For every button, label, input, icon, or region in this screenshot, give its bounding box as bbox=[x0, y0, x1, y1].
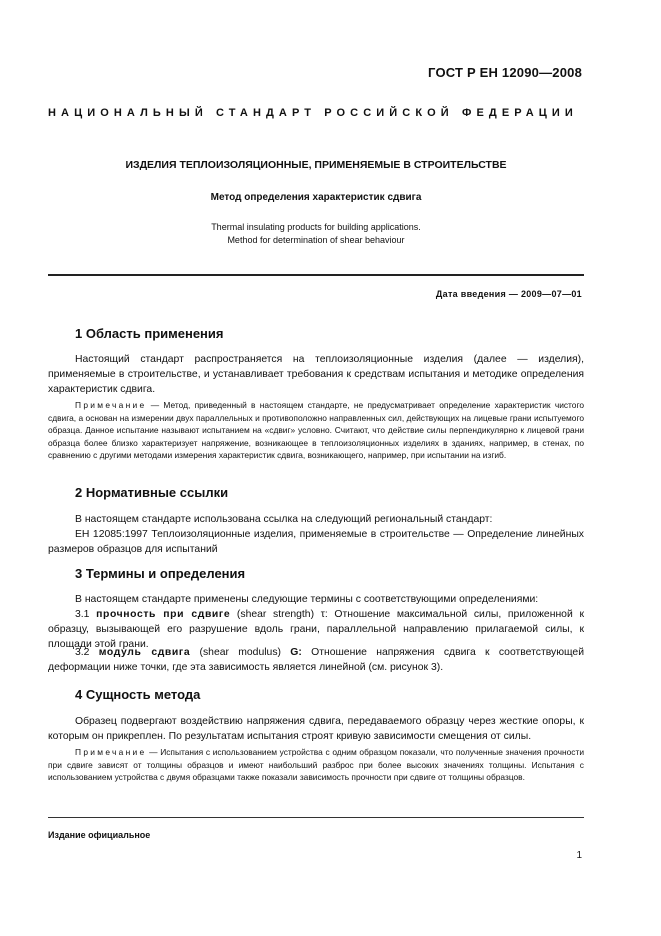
document-title: ИЗДЕЛИЯ ТЕПЛОИЗОЛЯЦИОННЫЕ, ПРИМЕНЯЕМЫЕ В СТРОИТЕЛЬСТВЕ bbox=[125, 159, 507, 171]
term-name: прочность при сдвиге bbox=[96, 609, 231, 620]
term-number: 3.2 bbox=[75, 647, 99, 658]
english-title-line-2: Method for determination of shear behaviour bbox=[227, 235, 405, 245]
term-3-2 bbox=[48, 645, 584, 675]
section-4-paragraph: Образец подвергают воздействию напряжения сдвига, передаваемого образцу через жесткие опоры, к которым он прикреплен. По результатам испытания строят кривую зависимости смещения от силы. bbox=[48, 716, 584, 742]
section-2-paragraph-1: В настоящем стандарте использована ссылка на следующий региональный стандарт: bbox=[75, 514, 493, 525]
section-1-paragraph: Настоящий стандарт распространяется на теплоизоляционные изделия (далее — изделия), применяемые в строительстве, и устанавливает требования к средствам испытания и методике определения характеристик сдвига. bbox=[48, 354, 584, 395]
section-3-paragraph: В настоящем стандарте применены следующие термины с соответствующими определениями: bbox=[75, 594, 539, 605]
introduction-date: Дата введения — 2009—07—01 bbox=[435, 289, 582, 299]
section-4-heading: 4 Сущность метода bbox=[75, 687, 201, 702]
term-definition: (shear strength) τ: Отношение максимальной силы, приложенной к образцу, вызывающей его разрушение вдоль грани, параллельной направлению прилагаемой силы, к площади этой грани. bbox=[48, 609, 584, 650]
term-symbol: G: bbox=[290, 647, 302, 658]
section-4-note bbox=[48, 746, 584, 784]
official-edition-label: Издание официальное bbox=[48, 830, 151, 840]
term-definition: Отношение напряжения сдвига к соответствующей деформации ниже точки, где эта зависимость является линейной (см. рисунок 3). bbox=[48, 647, 584, 673]
english-title-line-1: Thermal insulating products for building applications. bbox=[211, 222, 421, 232]
section-1-note bbox=[48, 399, 584, 462]
term-english: (shear modulus) bbox=[190, 647, 291, 658]
national-standard-banner: НАЦИОНАЛЬНЫЙ СТАНДАРТ РОССИЙСКОЙ ФЕДЕРАЦИИ bbox=[48, 107, 578, 119]
page-number: 1 bbox=[576, 850, 582, 861]
document-subtitle: Метод определения характеристик сдвига bbox=[210, 192, 422, 203]
section-2-paragraph-2: ЕН 12085:1997 Теплоизоляционные изделия, применяемые в строительстве — Определение линейных размеров образцов для испытаний bbox=[48, 529, 584, 555]
footer-divider bbox=[48, 817, 584, 818]
section-2-heading: 2 Нормативные ссылки bbox=[75, 485, 229, 500]
title-divider bbox=[48, 274, 584, 276]
section-3-heading: 3 Термины и определения bbox=[75, 566, 246, 581]
note-label: Примечание bbox=[75, 747, 147, 757]
note-text: — Испытания с использованием устройства с одним образцом показали, что полученные значения прочности при сдвиге зависят от толщины образцов и имеют наибольший разброс при более высоких значениях толщины. Испытания с использованием устройства с двумя образцами также показали зависимость прочности при сдвиге от толщины образцов. bbox=[48, 747, 584, 782]
term-name: модуль сдвига bbox=[98, 647, 191, 658]
term-number: 3.1 bbox=[75, 609, 97, 620]
note-text: — Метод, приведенный в настоящем стандарте, не предусматривает определение характеристик чистого сдвига, а основан на измерении двух параллельных и противоположно направленных сил, действующих на лицевые грани испытуемого образца. Данное испытание называют испытанием на «сдвиг» условно. Считают, что действие силы перпендикулярно к лицевой грани образца более близко характеризует напряжение, возникающее в теплоизоляционных изделиях в зданиях, например, в стенах, по сравнению с другими методами измерения характеристик сдвига, возникающего, например, при испытании на изгиб. bbox=[48, 400, 584, 460]
section-1-heading: 1 Область применения bbox=[75, 326, 224, 341]
english-title bbox=[48, 221, 584, 247]
document-number: ГОСТ Р ЕН 12090—2008 bbox=[428, 65, 582, 80]
note-label: Примечание bbox=[75, 400, 147, 410]
